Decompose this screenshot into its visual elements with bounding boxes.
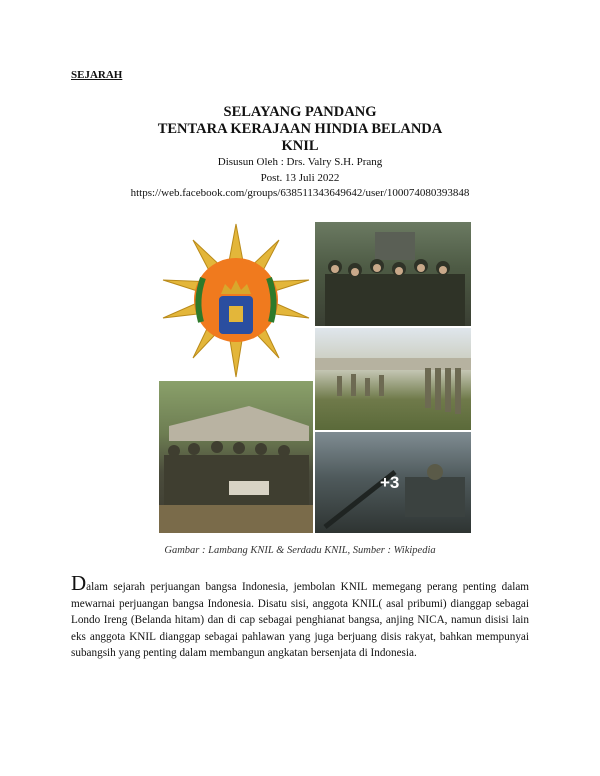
section-label: SEJARAH [71, 69, 123, 81]
soldiers-group-shapes [315, 222, 471, 326]
camp-shapes [159, 381, 313, 533]
soldiers-camp-photo [159, 381, 313, 533]
post-date: Post. 13 Juli 2022 [260, 172, 340, 184]
soldiers-group-photo [315, 222, 471, 326]
source-url[interactable]: https://web.facebook.com/groups/638511343649642/user/100074080393848 [130, 187, 470, 199]
title-line-1: SELAYANG PANDANG [223, 104, 377, 120]
body-paragraph [71, 571, 529, 662]
title-line-3: KNIL [281, 138, 319, 154]
knil-emblem-image [159, 222, 313, 379]
drop-cap: D [71, 571, 87, 595]
parade-shapes [315, 328, 471, 430]
more-images-count[interactable]: +3 [380, 473, 400, 492]
knil-emblem-icon [159, 222, 313, 379]
parade-field-photo [315, 328, 471, 430]
title-line-2: TENTARA KERAJAAN HINDIA BELANDA [157, 121, 443, 137]
paragraph-text: alam sejarah perjuangan bangsa Indonesia, jembolan KNIL memegang perang penting dalam mewarnai perjuangan bangsa Indonesia. Disatu sisi, anggota KNIL( asal pribumi) dianggap sebagai Londo Ireng (Belanda hitam) dan di cap sebagai penghianat bangsa, anjing NICA, namun disisi lain eks anggota KNIL dianggap sebagai pahlawan yang juga berjuang disis rakyat, bahkan mempunyai subangsih yang penting dalam membangun angkatan bersenjata di Indonesia. [71, 581, 529, 659]
image-collage[interactable] [159, 222, 471, 533]
author-line: Disusun Oleh : Drs. Valry S.H. Prang [217, 156, 383, 168]
image-caption: Gambar : Lambang KNIL & Serdadu KNIL, Sumber : Wikipedia [164, 545, 436, 556]
